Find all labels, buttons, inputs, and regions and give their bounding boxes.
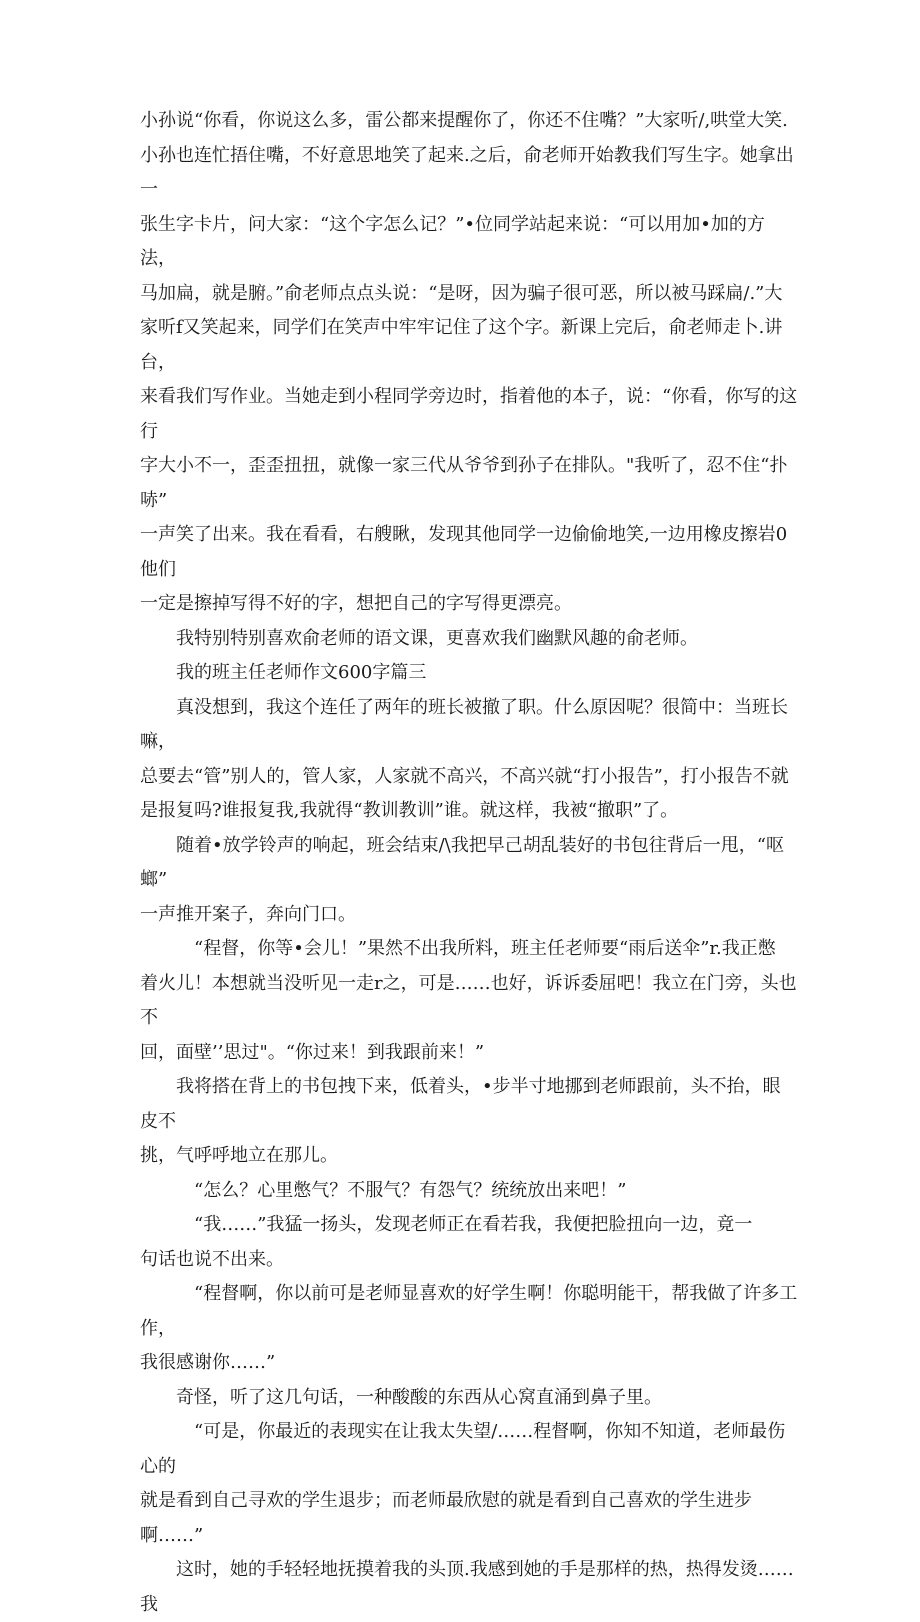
paragraph-9: “程督啊，你以前可是老师显喜欢的好学生啊！你聪明能干，帮我做了许多工作， 我很感谢你……” bbox=[140, 1283, 798, 1373]
paragraph-6: 我将搭在背上的书包拽下来，低着头，•步半寸地挪到老师跟前，头不抬，眼皮不 挑，气呼呼地立在那儿。 bbox=[140, 1076, 781, 1166]
paragraph-4: 随着•放学铃声的响起，班会结束/\我把早己胡乱装好的书包往背后一甩，“呕螂” 一声推开案子，奔向门口。 bbox=[140, 834, 784, 925]
paragraph-7: “怎么？心里憋气？不服气？有怨气？统统放出来吧！” bbox=[140, 1179, 627, 1201]
paragraph-1: 小孙说“你看，你说这么多，雷公都来提醒你了，你还不住嘴？”大家听/,哄堂大笑. 小孙也连忙捂住嘴，不好意思地笑了起来.之后，俞老师开始教我们写生字。她拿出一 张生字卡片，问大家：“这个字怎么记？”•位同学站起来说：“可以用加•加的方法， 马加扁，就是腑。”俞老师点点头说：“是呀，因为骗子很可恶，所以被马踩扁/.”大 家听f又笑起来，同学们在笑声中牢牢记住了这个字。新课上完后，俞老师走卜.讲台， 来看我们写作业。当她走到小程同学旁边时，指着他的本子，说：“你看，你写的这行 字大小不一，歪歪扭扭，就像一家三代从爷爷到孙子在排队。"我听了，忍不住“扑哧” 一声笑了出来。我在看看，右艘瞅，发现其他同学一边偷偷地笑,一边用橡皮擦岩0他们 一定是擦掉写得不好的字，想把自己的字写得更漂亮。 bbox=[140, 110, 798, 614]
paragraph-5: “程督，你等•会儿！”果然不出我所料，班主任老师要“雨后送伞”r.我正憋 着火儿！本想就当没听见一走r之，可是……也好，诉诉委屈吧！我立在门旁，头也不 回，面壁’’思过"。“你过来！到我跟前来！” bbox=[140, 938, 797, 1063]
paragraph-12: 这时，她的手轻轻地抚摸着我的头顶.我感到她的手是那样的热，热得发烫……我 bbox=[140, 1559, 794, 1615]
paragraph-10: 奇怪，听了这几句话，一种酸酸的东西从心窝直涌到鼻子里。 bbox=[140, 1386, 662, 1408]
paragraph-8: “我……”我猛一扬头，发现老师正在看若我，我便把脸扭向一边，竟一 句话也说不出来。 bbox=[140, 1214, 753, 1270]
paragraph-2: 我特别特别喜欢俞老师的语文课，更喜欢我们幽默风趣的俞老师。 bbox=[140, 627, 698, 649]
section-heading: 我的班主任老师作文600字篇三 bbox=[140, 662, 427, 683]
paragraph-3: 真没想到，我这个连任了两年的班长被撤了职。什么原因呢？很简中：当班长嘛， 总要去“管”别人的，管人家，人家就不高兴，不高兴就“打小报告”，打小报告不就 是报复吗?谁报复我,我就得“教训教训”谁。就这样，我被“撤职”了。 bbox=[140, 696, 789, 821]
paragraph-11: “可是，你最近的表现实在让我太失望/……程督啊，你知不知道，老师最伤心的 就是看到自己寻欢的学生退步；而老师最欣慰的就是看到自己喜欢的学生进步啊……” bbox=[140, 1421, 786, 1546]
